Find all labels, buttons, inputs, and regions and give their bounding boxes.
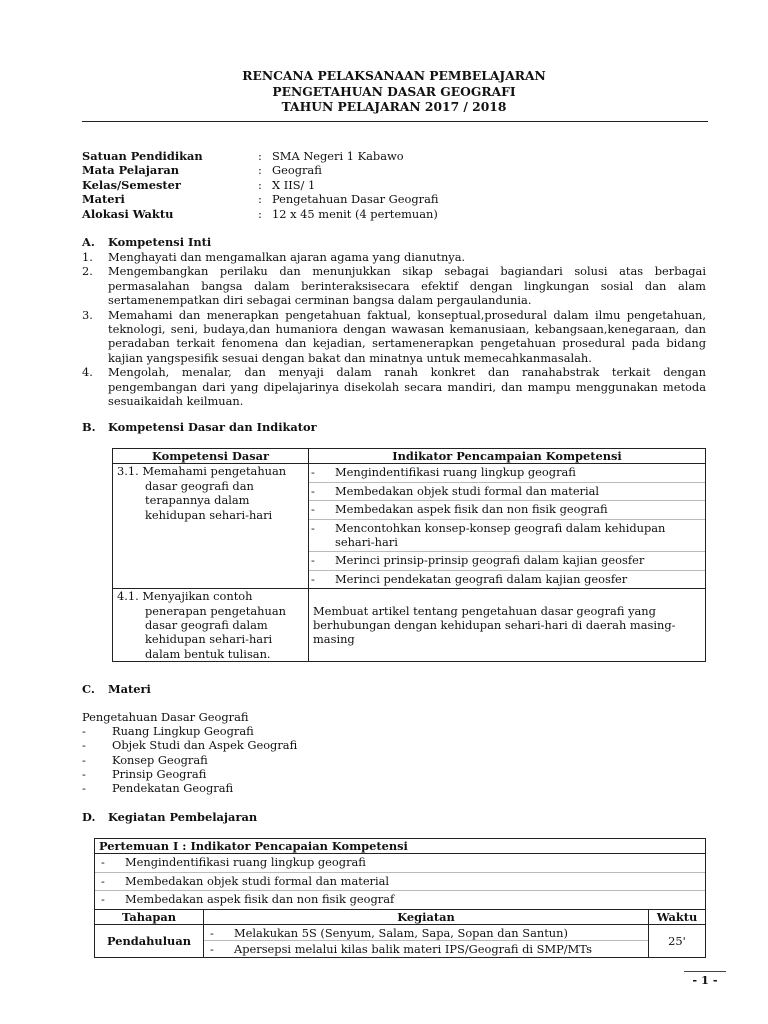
list-item: [82, 250, 706, 264]
activity-item: [204, 940, 648, 956]
list-item: [82, 738, 482, 752]
list-text: Pendekatan Geografi: [112, 780, 234, 795]
page-number: - 1 -: [692, 973, 718, 987]
indicator-item: [309, 551, 705, 569]
list-item: [82, 308, 706, 366]
title-line-1: RENCANA PELAKSANAAN PEMBELAJARAN: [242, 68, 546, 83]
identity-value: Pengetahuan Dasar Geografi: [272, 192, 439, 207]
identity-label: Mata Pelajaran: [82, 163, 179, 178]
column-header: Waktu: [649, 909, 706, 924]
column-header: Indikator Pencampaian Kompetensi: [309, 449, 706, 464]
indicator-item: [95, 872, 705, 890]
basic-competency: 3.1. Memahami pengetahuan dasar geografi dan terapannya dalam kehidupan sehari-hari: [117, 464, 287, 522]
activity-item: [204, 925, 648, 940]
indicator-text: Merinci prinsip-prinsip geografi dalam kajian geosfer: [335, 553, 645, 568]
identity-row: [82, 192, 439, 206]
section-letter: C.: [82, 682, 95, 696]
table-cell: [95, 854, 706, 909]
list-number: 4.: [82, 365, 93, 380]
dash-bullet: -: [82, 752, 86, 767]
list-item: [82, 724, 482, 738]
indicator-item: [309, 500, 705, 518]
identity-value: SMA Negeri 1 Kabawo: [272, 149, 404, 163]
table-row: [95, 854, 706, 909]
section-c-heading: [82, 682, 151, 696]
section-a-heading: [82, 235, 211, 249]
dash-bullet: -: [82, 738, 86, 753]
competency-indicator-table: [112, 448, 706, 662]
basic-competency: 4.1. Menyajikan contoh penerapan pengetahuan dasar geografi dalam kehidupan sehari-hari dalam bentuk tulisan.: [117, 589, 286, 661]
identity-label: Kelas/Semester: [82, 177, 181, 192]
indicator-text: Mencontohkan konsep-konsep geografi dalam kehidupan sehari-hari: [335, 520, 666, 550]
list-text: Mengolah, menalar, dan menyaji dalam ranah konkret dan ranahabstrak terkait dengan pengembangan dari yang dipelajarinya disekolah secara mandiri, dan mampu menggunakan metoda sesuaikaidah keilmuan.: [108, 365, 706, 409]
title-divider: [82, 121, 708, 122]
table-row: [113, 589, 706, 662]
title-line-2: PENGETAHUAN DASAR GEOGRAFI: [272, 83, 516, 99]
dash-bullet: -: [311, 483, 315, 498]
footer-divider: [684, 971, 726, 972]
identity-label: Satuan Pendidikan: [82, 149, 203, 163]
list-number: 2.: [82, 264, 93, 279]
dash-bullet: -: [82, 724, 86, 739]
identity-value: 12 x 45 menit (4 pertemuan): [272, 206, 438, 221]
activity-text: Apersepsi melalui kilas balik materi IPS/Geografi di SMP/MTs: [234, 942, 592, 957]
section-letter: D.: [82, 810, 96, 824]
table-cell: [113, 589, 309, 662]
identity-value: X IIS/ 1: [272, 177, 316, 192]
section-title: Kegiatan Pembelajaran: [108, 810, 258, 824]
dash-bullet: -: [311, 520, 315, 535]
list-item: [82, 767, 482, 781]
dash-bullet: -: [82, 766, 86, 781]
dash-bullet: -: [101, 855, 105, 870]
identity-row: [82, 163, 439, 177]
indicator-item: [309, 519, 705, 552]
section-b-heading: [82, 420, 317, 434]
section-letter: A.: [82, 235, 95, 249]
identity-row: [82, 207, 439, 221]
list-text: Prinsip Geografi: [112, 766, 207, 781]
document-title: [82, 68, 706, 115]
dash-bullet: -: [311, 571, 315, 586]
table-cell: [204, 925, 649, 958]
identity-colon: :: [258, 163, 262, 178]
table-row: [95, 925, 706, 958]
identity-colon: :: [258, 177, 262, 192]
list-number: 3.: [82, 307, 93, 322]
indicator-item: [309, 482, 705, 500]
identity-row: [82, 149, 439, 163]
section-title: Materi: [108, 682, 151, 696]
column-header: Kompetensi Dasar: [113, 449, 309, 464]
table-row: [113, 464, 706, 589]
dash-bullet: -: [101, 873, 105, 888]
list-text: Objek Studi dan Aspek Geografi: [112, 738, 298, 753]
list-item: [82, 365, 706, 408]
identity-row: [82, 178, 439, 192]
indicator-item: [95, 854, 705, 871]
identity-colon: :: [258, 149, 262, 163]
learning-activities-table: [94, 838, 706, 958]
list-text: Mengembangkan perilaku dan menunjukkan sikap sebagai bagiandari solusi atas berbagai permasalahan bangsa dalam berinteraksisecara efektif dengan lingkungan sosial dan alam sertamenempatkan diri sebagai cerminan bangsa dalam pergaulandunia.: [108, 264, 706, 308]
table-cell: [309, 464, 706, 589]
identity-label: Alokasi Waktu: [82, 206, 174, 221]
indicator-text: Mengindentifikasi ruang lingkup geografi: [335, 465, 576, 480]
title-line-3: TAHUN PELAJARAN 2017 / 2018: [281, 99, 507, 114]
list-item: [82, 781, 482, 795]
section-letter: B.: [82, 420, 96, 434]
list-number: 1.: [82, 250, 93, 264]
competency-list: [82, 250, 706, 408]
indicator-item: [95, 890, 705, 908]
identity-value: Geografi: [272, 163, 322, 178]
section-d-heading: [82, 810, 257, 824]
dash-bullet: -: [210, 926, 214, 941]
activity-text: Melakukan 5S (Senyum, Salam, Sapa, Sopan dan Santun): [234, 926, 568, 941]
material-intro: Pengetahuan Dasar Geografi: [82, 710, 249, 724]
stage-name: Pendahuluan: [95, 925, 204, 958]
dash-bullet: -: [311, 553, 315, 568]
list-text: Ruang Lingkup Geografi: [112, 724, 254, 739]
material-list: [82, 710, 482, 795]
indicator-item: [309, 570, 705, 588]
identity-table: [82, 149, 439, 221]
table-cell: [309, 589, 706, 662]
dash-bullet: -: [311, 465, 315, 480]
list-text: Konsep Geografi: [112, 752, 208, 767]
column-header: Tahapan: [95, 909, 204, 924]
table-cell: [113, 464, 309, 589]
indicator-text: Mengindentifikasi ruang lingkup geografi: [125, 855, 366, 870]
identity-colon: :: [258, 192, 262, 207]
list-text: Menghayati dan mengamalkan ajaran agama yang dianutnya.: [108, 250, 466, 264]
list-item: [82, 753, 482, 767]
indicator-text: Merinci pendekatan geografi dalam kajian geosfer: [335, 571, 628, 586]
column-header: Kegiatan: [204, 909, 649, 924]
indicator-text: Membedakan objek studi formal dan material: [335, 483, 600, 498]
identity-label: Materi: [82, 192, 125, 207]
indicator-item: [309, 464, 705, 481]
indicator-text: Membedakan aspek fisik dan non fisik geografi: [335, 502, 608, 517]
section-title: Kompetensi Dasar dan Indikator: [108, 420, 317, 434]
indicator-text: Membedakan objek studi formal dan material: [125, 873, 390, 888]
section-title: Kompetensi Inti: [108, 235, 212, 249]
dash-bullet: -: [82, 780, 86, 795]
dash-bullet: -: [101, 892, 105, 907]
list-item: [82, 264, 706, 307]
time-allocation: 25': [649, 925, 706, 958]
dash-bullet: -: [210, 942, 214, 957]
identity-colon: :: [258, 206, 262, 221]
dash-bullet: -: [311, 502, 315, 517]
list-text: Memahami dan menerapkan pengetahuan faktual, konseptual,prosedural dalam ilmu pengetahuan, teknologi, seni, budaya,dan humaniora dengan wawasan kemanusiaan, kebangsaan,kenegaraan, dan peradaban terkait fenomena dan kejadian, sertamenerapkan pengetahuan prosedural pada bidang kajian yangspesifik sesuai dengan bakat dan minatnya untuk memecahkanmasalah.: [108, 307, 706, 365]
meeting-title: Pertemuan I : Indikator Pencapaian Kompetensi: [95, 839, 706, 854]
indicator-text: Membuat artikel tentang pengetahuan dasar geografi yang berhubungan dengan kehidupan sehari-hari di daerah masing-masing: [313, 603, 676, 647]
indicator-text: Membedakan aspek fisik dan non fisik geograf: [125, 892, 395, 907]
